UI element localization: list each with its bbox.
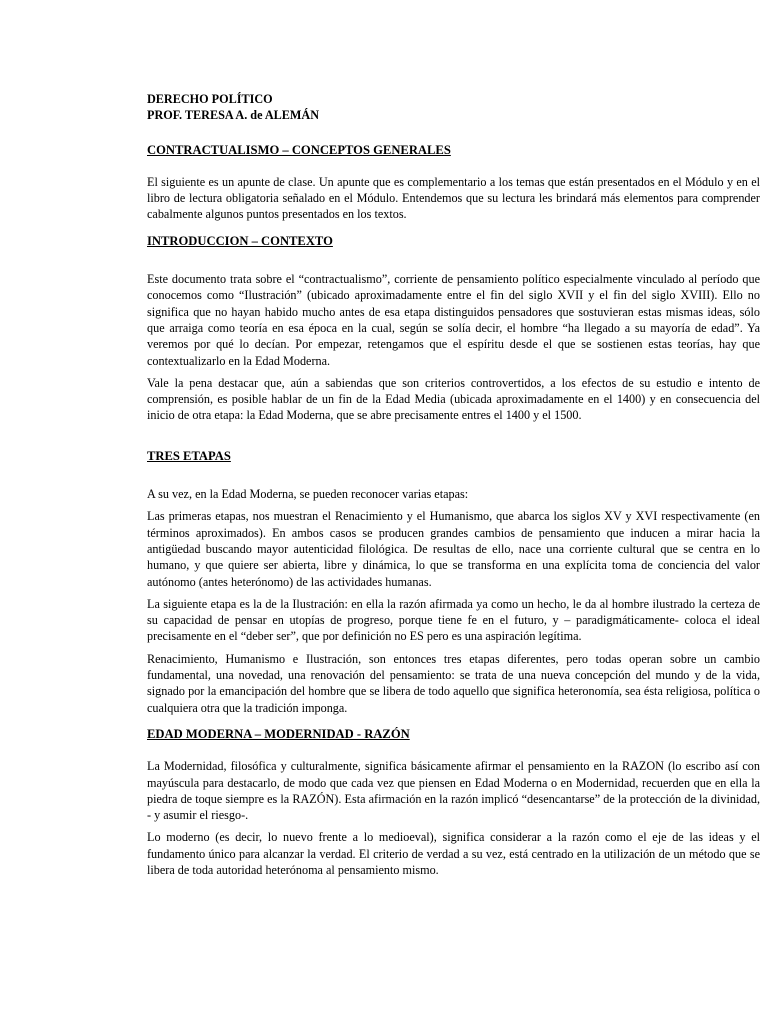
paragraph-apunte: El siguiente es un apunte de clase. Un apunte que es complementario a los temas que están presentados en el Módulo y en el libro de lectura obligatoria señalado en el Módulo. Entendemos que su lectura les brindará más elementos para comprender cabalmente algunos puntos presentados en los textos.	[147, 174, 760, 222]
paragraph-ilustracion: La siguiente etapa es la de la Ilustración: en ella la razón afirmada ya como un hecho, le da al hombre ilustrado la certeza de su capacidad de pensar en utopías de progreso, porque tiene fe en el futuro, y – paradigmáticamente- coloca el ideal precisamente en el “deber ser”, que por definición no ES pero es una aspiración legítima.	[147, 596, 760, 644]
heading-tres-etapas: TRES ETAPAS	[147, 448, 231, 463]
paragraph-etapas-intro: A su vez, en la Edad Moderna, se pueden reconocer varias etapas:	[147, 487, 469, 502]
paragraph-tres-etapas: Renacimiento, Humanismo e Ilustración, son entonces tres etapas diferentes, pero todas operan sobre un cambio fundamental, una novedad, una renovación del pensamiento: se trata de una nueva concepción del mundo y de la vida, signado por la emancipación del hombre que se libera de todo aquello que significa heteronomía, sea ésta religiosa, política o cualquiera otra que la tradición imponga.	[147, 651, 760, 715]
paragraph-edad-media: Vale la pena destacar que, aún a sabiendas que son criterios controvertidos, a los efectos de su estudio e intento de comprensión, es posible hablar de un fin de la Edad Media (ubicada aproximadamente en el 1400) y en consecuencia del inicio de otra etapa: la Edad Moderna, que se abre precisamente entres el 1400 y el 1500.	[147, 375, 760, 423]
heading-edad-moderna: EDAD MODERNA – MODERNIDAD - RAZÓN	[147, 726, 410, 741]
paragraph-modernidad: La Modernidad, filosófica y culturalmente, significa básicamente afirmar el pensamiento en la RAZON (lo escribo así con mayúscula para destacarlo, de modo que cada vez que piensen en Edad Moderna o en Modernidad, recuerden que en ella la piedra de toque siempre es la RAZÓN). Esta afirmación en la razón implicó “desencantarse” de la protección de la divinidad, - y asumir el riesgo-.	[147, 759, 760, 823]
paragraph-renacimiento: Las primeras etapas, nos muestran el Renacimiento y el Humanismo, que abarca los siglos XV y XVI respectivamente (en términos aproximados). En ambos casos se producen grandes cambios de pensamiento que inducen a mirar hacia la antigüedad buscando mayor autenticidad filológica. De resultas de ello, nace una corriente cultural que se centra en lo humano, y que quiere ser abierta, libre y dinámica, lo que se transforma en una explícita toma de conciencia del valor autónomo (antes heterónomo) de las actividades humanas.	[147, 509, 760, 589]
paragraph-lo-moderno: Lo moderno (es decir, lo nuevo frente a lo medioeval), significa considerar a la razón como el eje de las ideas y el fundamento único para alcanzar la verdad. El criterio de verdad a su vez, está centrado en la utilización de un método que se libera de toda autoridad heterónoma al pensamiento mismo.	[147, 830, 760, 877]
course-title: DERECHO POLÍTICO	[147, 92, 273, 106]
professor-name: PROF. TERESA A. de ALEMÁN	[147, 108, 320, 123]
paragraph-contractualismo: Este documento trata sobre el “contractualismo”, corriente de pensamiento político especialmente vinculado al período que conocemos como “Ilustración” (ubicado aproximadamente entre el fin del siglo XVII y el fin del siglo XVIII). Ello no significa que no hayan habido mucho antes de esa etapa distinguidos pensadores que sostuvieran estas mismas ideas, sólo que arraiga como teoría en esa época en la cual, según se solía decir, el hombre “ha llegado a su mayoría de edad”. Ya veremos por qué lo decían. Por empezar, retengamos que el espíritu desde el que se sostienen estas teorías, hay que contextualizarlo en la Edad Moderna.	[147, 272, 760, 368]
heading-introduccion: INTRODUCCION – CONTEXTO	[147, 233, 333, 248]
document-content	[147, 91, 760, 878]
heading-contractualismo: CONTRACTUALISMO – CONCEPTOS GENERALES	[147, 142, 451, 157]
